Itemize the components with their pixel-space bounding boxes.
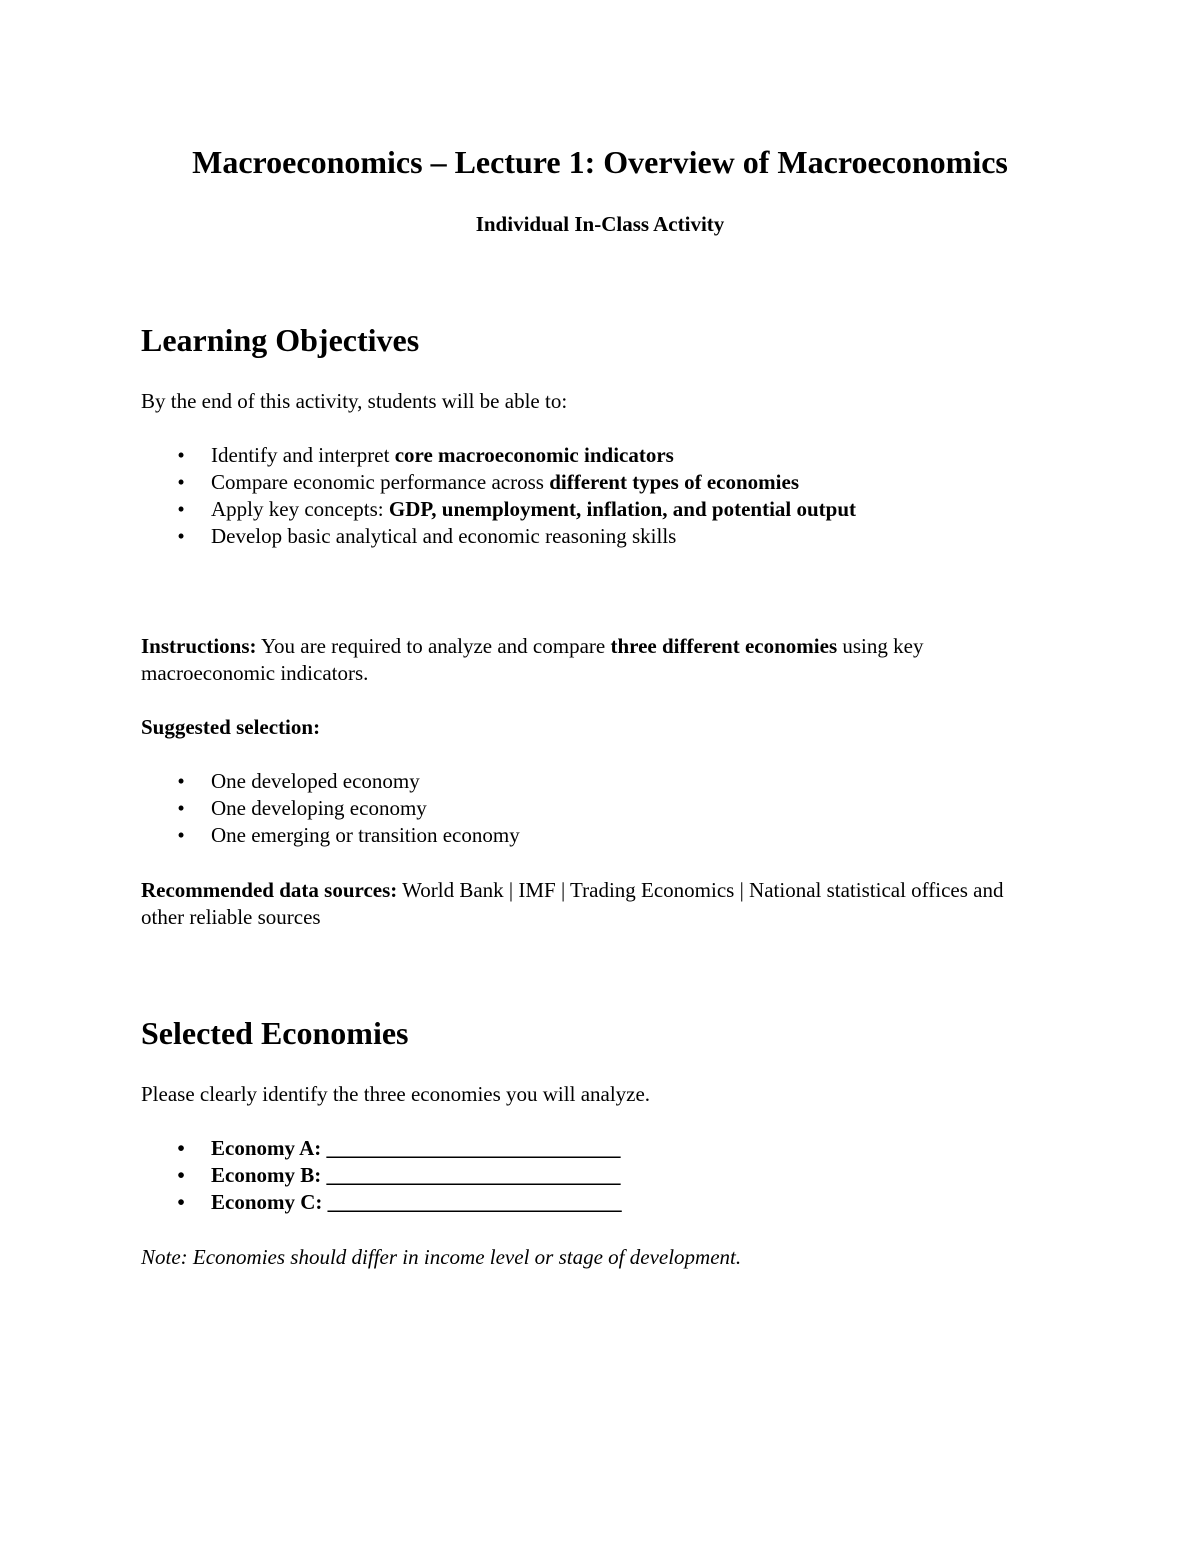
selection-text: One developing economy [211,796,427,820]
learning-objectives-intro: By the end of this activity, students will be able to: [141,389,568,413]
bullet-icon: • [177,497,185,521]
list-item [141,1135,1041,1162]
economy-c-blank[interactable]: ____________________________ [327,1190,622,1214]
bullet-icon: • [177,796,185,820]
list-item [141,1162,1041,1189]
selected-economies-list [141,1135,1041,1216]
list-item [141,496,1041,523]
objective-text: Identify and interpret [211,443,395,467]
bullet-icon: • [177,1136,185,1160]
bullet-icon: • [177,1190,185,1214]
selected-economies-heading: Selected Economies [141,1015,409,1051]
instructions-emphasis: three different economies [610,634,838,658]
list-item [141,1189,1041,1216]
instructions-text-end: using key macroeconomic indicators. [141,634,924,685]
suggested-selection-label: Suggested selection: [141,715,321,739]
economy-c-label: Economy C: [211,1190,323,1214]
bullet-icon: • [177,823,185,847]
objective-text: Compare economic performance across [211,470,550,494]
objective-emphasis: core macroeconomic indicators [394,443,674,467]
learning-objectives-list [141,442,1041,550]
list-item [141,822,1041,849]
selected-economies-intro: Please clearly identify the three economies you will analyze. [141,1082,651,1106]
bullet-icon: • [177,1163,185,1187]
data-sources-label: Recommended data sources: [141,878,398,902]
list-item [141,795,1041,822]
selection-text: One developed economy [211,769,420,793]
objective-emphasis: different types of economies [549,470,799,494]
data-sources-text: World Bank | IMF | Trading Economics | National statistical offices and other reliable sources [141,878,1004,929]
economy-a-blank[interactable]: ____________________________ [326,1136,621,1160]
economies-note: Note: Economies should differ in income level or stage of development. [141,1245,742,1269]
bullet-icon: • [177,524,185,548]
list-item [141,442,1041,469]
bullet-icon: • [177,443,185,467]
economy-b-blank[interactable]: ____________________________ [326,1163,621,1187]
list-item [141,523,1041,550]
instructions-paragraph [141,633,1041,687]
objective-text: Apply key concepts: [211,497,389,521]
instructions-label: Instructions: [141,634,257,658]
list-item [141,469,1041,496]
selection-text: One emerging or transition economy [211,823,520,847]
economy-b-label: Economy B: [211,1163,322,1187]
page-subtitle: Individual In-Class Activity [475,212,725,236]
economy-a-label: Economy A: [211,1136,322,1160]
page-title: Macroeconomics – Lecture 1: Overview of Macroeconomics [192,144,1008,180]
learning-objectives-heading: Learning Objectives [141,322,420,358]
list-item [141,768,1041,795]
data-sources-paragraph [141,877,1041,931]
suggested-selection-list [141,768,1041,849]
objective-text: Develop basic analytical and economic reasoning skills [211,524,677,548]
bullet-icon: • [177,769,185,793]
instructions-text: You are required to analyze and compare [256,634,611,658]
objective-emphasis: GDP, unemployment, inflation, and potential output [388,497,857,521]
bullet-icon: • [177,470,185,494]
